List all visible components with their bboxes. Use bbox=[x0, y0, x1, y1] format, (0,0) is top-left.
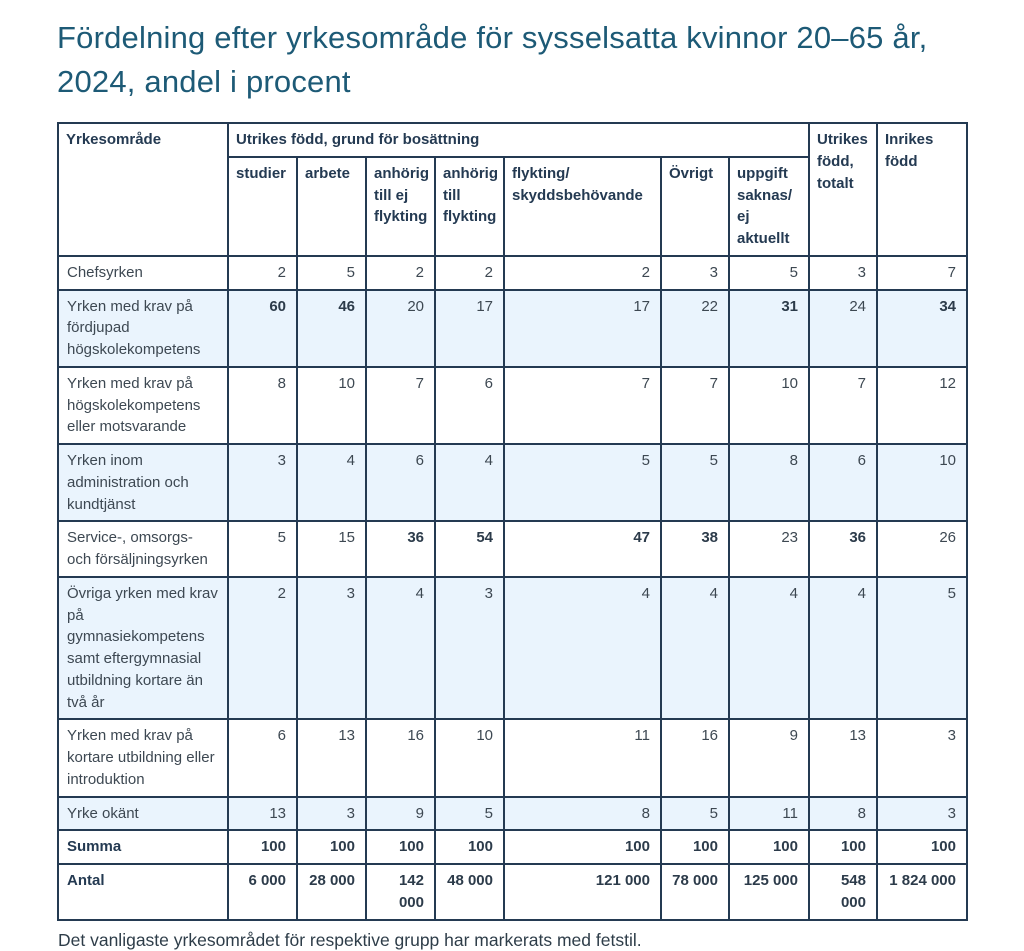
table-header bbox=[58, 123, 967, 256]
value-cell: 10 bbox=[435, 719, 504, 796]
value-cell: 3 bbox=[809, 256, 877, 290]
column-header-inrikes-fodd: Inrikes född bbox=[877, 123, 967, 256]
value-cell: 11 bbox=[504, 719, 661, 796]
value-cell: 7 bbox=[661, 367, 729, 444]
value-cell: 5 bbox=[504, 444, 661, 521]
value-cell: 5 bbox=[729, 256, 809, 290]
value-cell: 142 000 bbox=[366, 864, 435, 920]
value-cell: 7 bbox=[877, 256, 967, 290]
value-cell: 23 bbox=[729, 521, 809, 577]
value-cell: 1 824 000 bbox=[877, 864, 967, 920]
row-label: Antal bbox=[58, 864, 228, 920]
footnote: Det vanligaste yrkesområdet för respektive grupp har markerats med fetstil. bbox=[58, 929, 642, 950]
value-cell: 6 000 bbox=[228, 864, 297, 920]
table-body bbox=[58, 256, 967, 920]
value-cell: 16 bbox=[661, 719, 729, 796]
value-cell: 4 bbox=[366, 577, 435, 720]
value-cell: 13 bbox=[297, 719, 366, 796]
value-cell: 4 bbox=[435, 444, 504, 521]
value-cell: 11 bbox=[729, 797, 809, 831]
value-cell: 20 bbox=[366, 290, 435, 367]
value-cell: 8 bbox=[729, 444, 809, 521]
value-cell: 548 000 bbox=[809, 864, 877, 920]
value-cell: 31 bbox=[729, 290, 809, 367]
value-cell: 2 bbox=[366, 256, 435, 290]
table-row bbox=[58, 521, 967, 577]
column-subheader-3: anhörig till flykting bbox=[435, 157, 504, 256]
value-cell: 5 bbox=[661, 444, 729, 521]
row-label: Övriga yrken med krav på gymnasiekompetens samt eftergymnasial utbildning kortare än två år bbox=[58, 577, 228, 720]
value-cell: 16 bbox=[366, 719, 435, 796]
table-row bbox=[58, 797, 967, 831]
value-cell: 6 bbox=[809, 444, 877, 521]
value-cell: 46 bbox=[297, 290, 366, 367]
value-cell: 34 bbox=[877, 290, 967, 367]
value-cell: 47 bbox=[504, 521, 661, 577]
row-label: Service-, omsorgs- och försäljningsyrken bbox=[58, 521, 228, 577]
value-cell: 6 bbox=[435, 367, 504, 444]
value-cell: 2 bbox=[504, 256, 661, 290]
value-cell: 3 bbox=[661, 256, 729, 290]
value-cell: 7 bbox=[504, 367, 661, 444]
value-cell: 5 bbox=[877, 577, 967, 720]
column-subheader-5: Övrigt bbox=[661, 157, 729, 256]
value-cell: 8 bbox=[504, 797, 661, 831]
value-cell: 3 bbox=[228, 444, 297, 521]
value-cell: 78 000 bbox=[661, 864, 729, 920]
value-cell: 100 bbox=[504, 830, 661, 864]
value-cell: 6 bbox=[228, 719, 297, 796]
occupation-distribution-table bbox=[57, 122, 968, 921]
value-cell: 9 bbox=[729, 719, 809, 796]
value-cell: 100 bbox=[297, 830, 366, 864]
value-cell: 100 bbox=[228, 830, 297, 864]
value-cell: 5 bbox=[661, 797, 729, 831]
column-subheader-2: anhörig till ej flykting bbox=[366, 157, 435, 256]
value-cell: 3 bbox=[297, 577, 366, 720]
row-label: Yrken med krav på fördjupad högskolekompetens bbox=[58, 290, 228, 367]
page-title: Fördelning efter yrkesområde för sysselsatta kvinnor 20–65 år, 2024, andel i procent bbox=[57, 20, 928, 100]
value-cell: 125 000 bbox=[729, 864, 809, 920]
value-cell: 17 bbox=[435, 290, 504, 367]
value-cell: 4 bbox=[809, 577, 877, 720]
value-cell: 28 000 bbox=[297, 864, 366, 920]
summary-row bbox=[58, 830, 967, 864]
value-cell: 13 bbox=[809, 719, 877, 796]
value-cell: 38 bbox=[661, 521, 729, 577]
value-cell: 5 bbox=[228, 521, 297, 577]
row-label: Yrke okänt bbox=[58, 797, 228, 831]
value-cell: 12 bbox=[877, 367, 967, 444]
value-cell: 100 bbox=[809, 830, 877, 864]
value-cell: 3 bbox=[877, 797, 967, 831]
value-cell: 26 bbox=[877, 521, 967, 577]
table-row bbox=[58, 367, 967, 444]
value-cell: 24 bbox=[809, 290, 877, 367]
value-cell: 4 bbox=[297, 444, 366, 521]
value-cell: 100 bbox=[366, 830, 435, 864]
table-row bbox=[58, 256, 967, 290]
value-cell: 13 bbox=[228, 797, 297, 831]
row-label: Summa bbox=[58, 830, 228, 864]
column-group-header-utrikes-fodd-grund: Utrikes född, grund för bosättning bbox=[228, 123, 809, 157]
value-cell: 15 bbox=[297, 521, 366, 577]
value-cell: 6 bbox=[366, 444, 435, 521]
value-cell: 2 bbox=[435, 256, 504, 290]
value-cell: 10 bbox=[729, 367, 809, 444]
value-cell: 3 bbox=[297, 797, 366, 831]
value-cell: 10 bbox=[877, 444, 967, 521]
column-header-yrkesomrade: Yrkesområde bbox=[58, 123, 228, 256]
value-cell: 5 bbox=[435, 797, 504, 831]
value-cell: 100 bbox=[661, 830, 729, 864]
table-row bbox=[58, 577, 967, 720]
value-cell: 48 000 bbox=[435, 864, 504, 920]
table-row bbox=[58, 290, 967, 367]
value-cell: 60 bbox=[228, 290, 297, 367]
row-label: Yrken med krav på högskolekompetens eller motsvarande bbox=[58, 367, 228, 444]
column-subheader-6: uppgift saknas/ ej aktuellt bbox=[729, 157, 809, 256]
table-row bbox=[58, 719, 967, 796]
column-header-utrikes-fodd-totalt: Utrikes född, totalt bbox=[809, 123, 877, 256]
value-cell: 100 bbox=[729, 830, 809, 864]
row-label: Yrken med krav på kortare utbildning eller introduktion bbox=[58, 719, 228, 796]
value-cell: 121 000 bbox=[504, 864, 661, 920]
value-cell: 2 bbox=[228, 577, 297, 720]
value-cell: 4 bbox=[661, 577, 729, 720]
value-cell: 22 bbox=[661, 290, 729, 367]
value-cell: 10 bbox=[297, 367, 366, 444]
value-cell: 4 bbox=[504, 577, 661, 720]
value-cell: 8 bbox=[809, 797, 877, 831]
value-cell: 36 bbox=[366, 521, 435, 577]
value-cell: 3 bbox=[877, 719, 967, 796]
row-label: Yrken inom administration och kundtjänst bbox=[58, 444, 228, 521]
header-row-groups bbox=[58, 123, 967, 157]
value-cell: 100 bbox=[877, 830, 967, 864]
value-cell: 100 bbox=[435, 830, 504, 864]
row-label: Chefsyrken bbox=[58, 256, 228, 290]
value-cell: 3 bbox=[435, 577, 504, 720]
column-subheader-1: arbete bbox=[297, 157, 366, 256]
table-row bbox=[58, 444, 967, 521]
value-cell: 8 bbox=[228, 367, 297, 444]
summary-row bbox=[58, 864, 967, 920]
value-cell: 5 bbox=[297, 256, 366, 290]
value-cell: 9 bbox=[366, 797, 435, 831]
value-cell: 36 bbox=[809, 521, 877, 577]
value-cell: 7 bbox=[366, 367, 435, 444]
column-subheader-4: flykting/ skyddsbehövande bbox=[504, 157, 661, 256]
value-cell: 17 bbox=[504, 290, 661, 367]
value-cell: 4 bbox=[729, 577, 809, 720]
value-cell: 54 bbox=[435, 521, 504, 577]
column-subheader-0: studier bbox=[228, 157, 297, 256]
value-cell: 7 bbox=[809, 367, 877, 444]
value-cell: 2 bbox=[228, 256, 297, 290]
